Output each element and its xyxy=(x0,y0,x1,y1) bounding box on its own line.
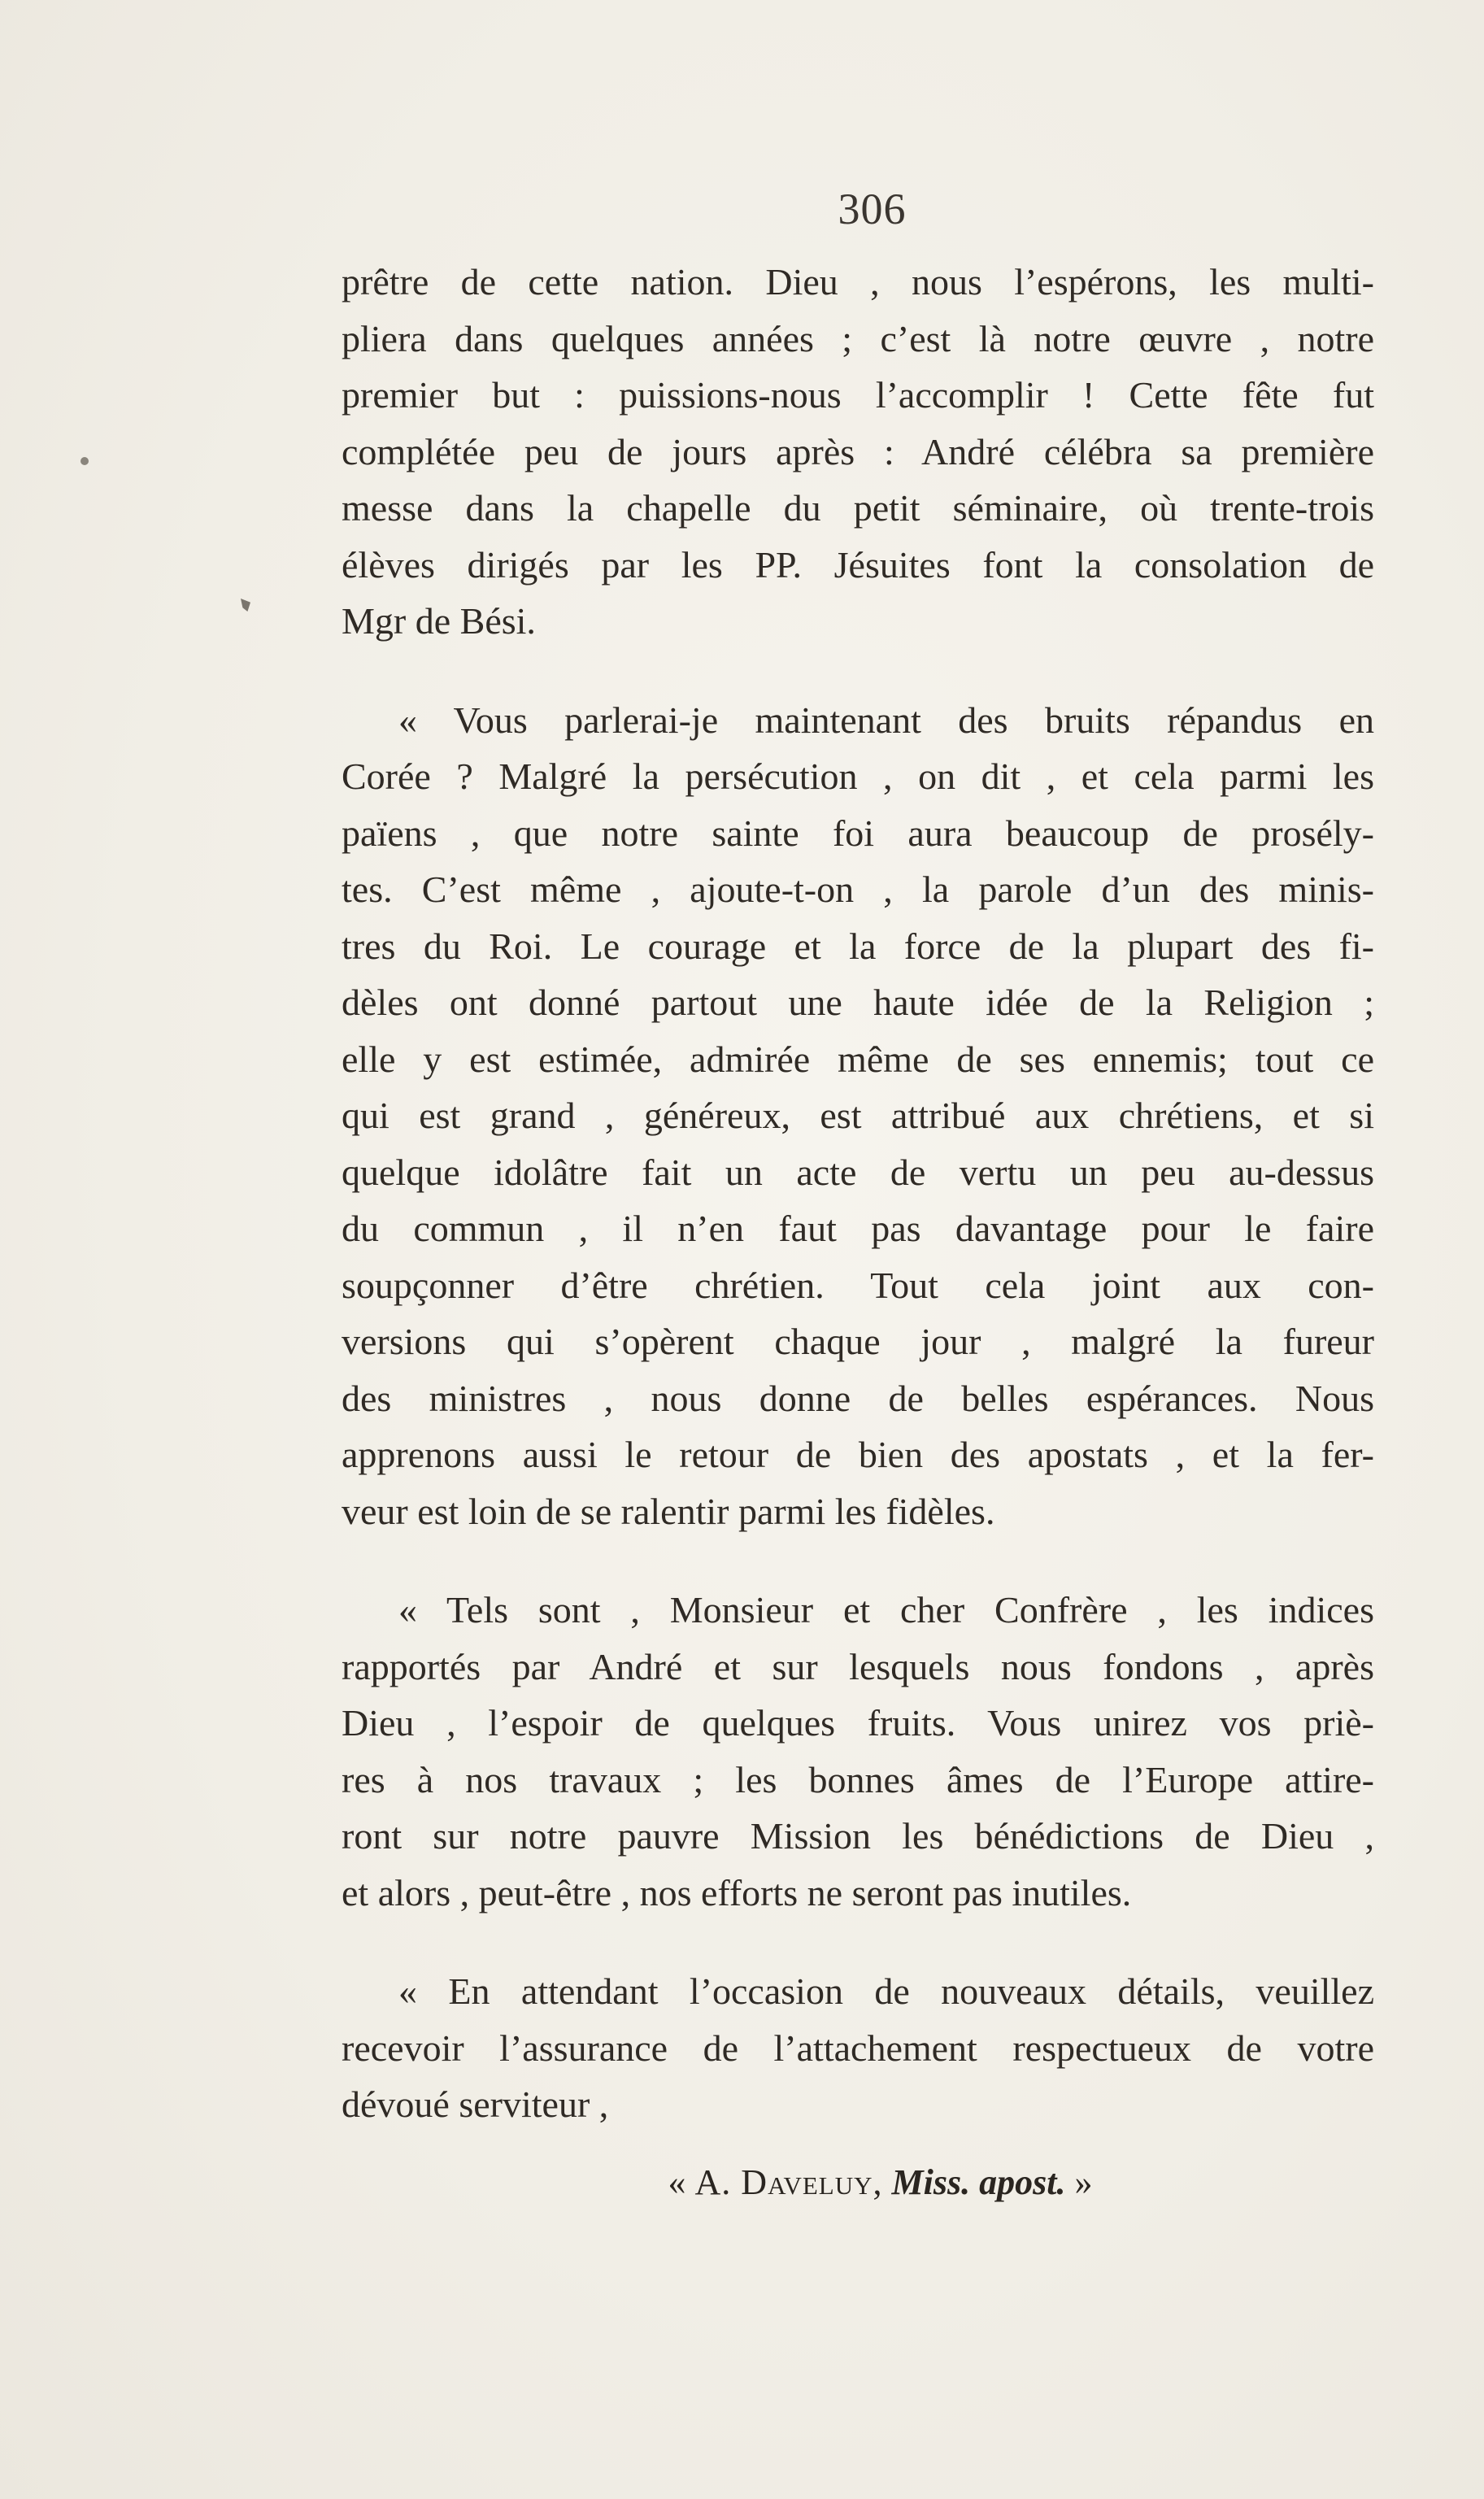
text-line: païens , que notre sainte foi aura beaucoup de prosély- xyxy=(342,812,1374,854)
margin-speck xyxy=(81,457,89,465)
text-line: soupçonner d’être chrétien. Tout cela joint aux con- xyxy=(342,1264,1374,1306)
signature-close-quote: » xyxy=(1074,2162,1093,2202)
text-line: quelque idolâtre fait un acte de vertu un peu au-dessus xyxy=(342,1151,1374,1193)
text-line: elle y est estimée, admirée même de ses ennemis; tout ce xyxy=(342,1038,1374,1080)
paragraph-gap xyxy=(342,1539,1374,1582)
text-line: des ministres , nous donne de belles espérances. Nous xyxy=(342,1377,1374,1419)
paragraph xyxy=(342,692,1374,1540)
text-line: versions qui s’opèrent chaque jour , malgré la fureur xyxy=(342,1321,1374,1362)
text-line: du commun , il n’en faut pas davantage pour le faire xyxy=(342,1208,1374,1249)
text-line: complétée peu de jours après : André célébra sa première xyxy=(342,430,1374,472)
text-line: dévoué serviteur , xyxy=(342,2083,609,2125)
text-line: et alors , peut-être , nos efforts ne seront pas inutiles. xyxy=(342,1871,1132,1913)
text-line: tes. C’est même , ajoute-t-on , la parole d’un des minis- xyxy=(342,869,1374,910)
text-line: prêtre de cette nation. Dieu , nous l’espérons, les multi- xyxy=(342,261,1374,303)
text-line: ront sur notre pauvre Mission les bénédictions de Dieu , xyxy=(342,1815,1374,1857)
signature xyxy=(0,2162,1484,2203)
text-line: Mgr de Bési. xyxy=(342,600,536,642)
signature-title: Miss. apost. xyxy=(891,2162,1066,2202)
text-line: « En attendant l’occasion de nouveaux détails, veuillez xyxy=(398,1970,1374,2012)
text-line: rapportés par André et sur lesquels nous fondons , après xyxy=(342,1645,1374,1687)
margin-mark xyxy=(241,599,250,612)
text-line: pliera dans quelques années ; c’est là notre œuvre , notre xyxy=(342,317,1374,359)
text-line: dèles ont donné partout une haute idée de la Religion ; xyxy=(342,982,1374,1023)
paragraph-gap xyxy=(342,650,1374,692)
text-line: « Tels sont , Monsieur et cher Confrère , les indices xyxy=(398,1589,1374,1630)
page-number: 306 xyxy=(838,185,907,233)
text-line: res à nos travaux ; les bonnes âmes de l’Europe attire- xyxy=(342,1758,1374,1800)
text-line: messe dans la chapelle du petit séminaire, où trente-trois xyxy=(342,487,1374,529)
paragraph xyxy=(342,1582,1374,1921)
text-line: « Vous parlerai-je maintenant des bruits répandus en xyxy=(398,699,1374,741)
text-line: apprenons aussi le retour de bien des apostats , et la fer- xyxy=(342,1434,1374,1475)
signature-open-quote: « xyxy=(668,2162,686,2202)
paragraph xyxy=(342,1963,1374,2133)
text-line: Dieu , l’espoir de quelques fruits. Vous unirez vos priè- xyxy=(342,1702,1374,1744)
paragraph-gap xyxy=(342,1921,1374,1963)
text-line: veur est loin de se ralentir parmi les fidèles. xyxy=(342,1490,995,1532)
text-line: premier but : puissions-nous l’accomplir ! Cette fête fut xyxy=(342,374,1374,416)
paragraph xyxy=(342,254,1374,650)
text-line: qui est grand , généreux, est attribué aux chrétiens, et si xyxy=(342,1095,1374,1136)
signature-name: A. Daveluy, xyxy=(694,2162,883,2202)
body-text xyxy=(342,254,1374,2133)
text-line: recevoir l’assurance de l’attachement respectueux de votre xyxy=(342,2027,1374,2069)
text-line: Corée ? Malgré la persécution , on dit , et cela parmi les xyxy=(342,755,1374,797)
text-line: élèves dirigés par les PP. Jésuites font la consolation de xyxy=(342,543,1374,586)
text-line: tres du Roi. Le courage et la force de la plupart des fi- xyxy=(342,925,1374,967)
